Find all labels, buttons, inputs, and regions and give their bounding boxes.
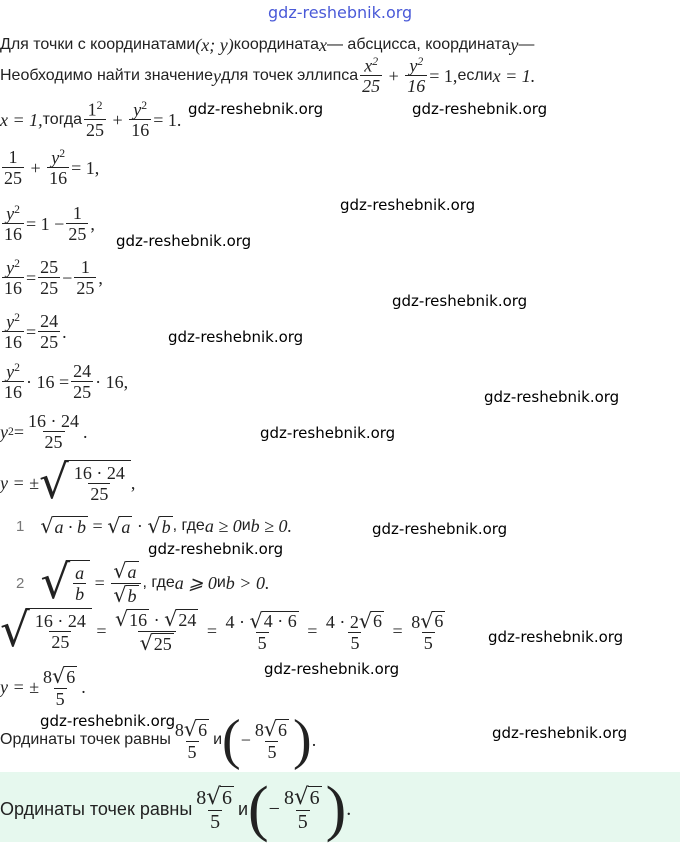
- minus: −: [62, 267, 73, 288]
- watermark: gdz-reshebnik.org: [188, 100, 324, 118]
- rule-text: , где: [142, 574, 175, 592]
- right-paren: ): [325, 775, 347, 843]
- equation-rhs: = 1,: [429, 65, 458, 86]
- step-9: [0, 604, 449, 658]
- result-text: и: [213, 731, 223, 748]
- intro-text: — абсцисса, координата: [326, 36, 511, 53]
- fraction: √ a √ b: [111, 561, 140, 605]
- intro-text: для точек эллипса: [220, 66, 359, 84]
- fraction: 8 √ 6 5: [43, 664, 76, 709]
- fraction: $\frac{24}{25}$: [40, 311, 59, 353]
- step-math: · 16 =: [26, 371, 70, 392]
- step-3: [0, 204, 95, 243]
- fraction: $\frac{1}{25}$: [76, 257, 95, 299]
- fraction: $\frac{25}{25}$: [40, 257, 59, 299]
- equals: =: [26, 267, 37, 288]
- rule-math: a ≥ 0: [204, 516, 242, 537]
- fraction: 8 √ 6 5: [196, 784, 232, 833]
- rule-2: 2 √ $\frac{a}{b}$ = √ a √ b , где a ⩾ 0 и b > 0.: [16, 556, 270, 610]
- right-paren: ): [293, 709, 312, 771]
- step-7: y 2 = $\frac{16 \cdot 24}{25}$ .: [0, 411, 88, 452]
- rule-number: 2: [16, 574, 25, 592]
- left-paren: (: [222, 709, 241, 771]
- watermark: gdz-reshebnik.org: [392, 292, 528, 310]
- step-4: [0, 258, 103, 297]
- step-math: = 1,: [71, 157, 100, 178]
- fraction: 4 · √ 4 · 6 5: [225, 608, 297, 654]
- watermark: gdz-reshebnik.org: [148, 540, 284, 558]
- watermark: gdz-reshebnik.org: [168, 328, 304, 346]
- site-title-link[interactable]: gdz-reshebnik.org: [268, 3, 413, 22]
- fraction-x2-25: $\frac{x^2}{25}$: [362, 55, 381, 97]
- equals: =: [13, 421, 24, 442]
- left-paren: (: [248, 775, 269, 843]
- fraction: $\frac{y^2}{16}$: [49, 147, 68, 189]
- punct: ,: [130, 473, 136, 494]
- fraction: $\frac{16 \cdot 24}{25}$: [28, 411, 79, 452]
- fraction: $\frac{y^2}{16}$: [4, 203, 22, 245]
- step-math: y = ±: [0, 676, 40, 697]
- watermark: gdz-reshebnik.org: [488, 628, 624, 646]
- watermark: gdz-reshebnik.org: [484, 388, 620, 406]
- step-text: тогда: [42, 110, 83, 128]
- rule-text: , где: [172, 517, 205, 535]
- intro-text: если: [457, 66, 493, 84]
- intro-math: (x; y): [195, 35, 234, 55]
- intro-text: —: [518, 36, 535, 53]
- sqrt-symbol: √ $\frac{16 \cdot 24}{25}$: [0, 608, 92, 655]
- step-5: [0, 312, 67, 351]
- fraction-y2-16: $\frac{y^2}{16}$: [407, 55, 426, 97]
- answer-line: [0, 775, 352, 843]
- watermark: gdz-reshebnik.org: [372, 520, 508, 538]
- punct: ,: [90, 213, 95, 234]
- equals: =: [96, 621, 107, 642]
- step-math: y: [0, 421, 8, 442]
- punct: ,: [98, 267, 103, 288]
- punct: .: [311, 730, 317, 750]
- rule-1: 1 √ a · b = √ a · √ b , где a ≥ 0 и b ≥ 0.: [16, 514, 293, 538]
- watermark: gdz-reshebnik.org: [412, 100, 548, 118]
- intro-text: Необходимо найти значение: [0, 66, 213, 84]
- intro-math: y: [212, 65, 221, 86]
- fraction: $\frac{24}{25}$: [73, 361, 92, 403]
- sqrt-symbol: √ b: [147, 514, 171, 538]
- step-2: $\frac{1}{25}$ + $\frac{y^2}{16}$ = 1,: [4, 147, 100, 189]
- watermark: gdz-reshebnik.org: [264, 660, 400, 678]
- intro-math: x = 1.: [492, 65, 536, 86]
- minus: −: [240, 730, 251, 750]
- step-math: · 16,: [95, 371, 129, 392]
- rule-math: a ⩾ 0: [174, 573, 217, 594]
- intro-text: Для точки с координатами: [0, 36, 196, 53]
- punct: .: [346, 798, 352, 820]
- equals: =: [392, 621, 403, 642]
- step-math: = 1.: [153, 109, 182, 130]
- fraction: 8 √ 6 5: [283, 784, 320, 833]
- rule-math: b ≥ 0.: [250, 516, 293, 537]
- intro-math: x: [318, 35, 327, 55]
- fraction: 4 · 2 √ 6 5: [325, 608, 383, 654]
- fraction: 8 √ 6 5: [254, 717, 288, 762]
- sqrt-symbol: √ $\frac{16 \cdot 24}{25}$: [39, 460, 131, 507]
- step-math: = 1 −: [26, 213, 65, 234]
- plus-sign: +: [384, 65, 404, 86]
- watermark: gdz-reshebnik.org: [260, 424, 396, 442]
- sqrt-symbol: √ $\frac{a}{b}$: [40, 560, 90, 607]
- fraction: $\frac{1^2}{25}$: [86, 99, 105, 141]
- intro-text: координата: [233, 36, 319, 53]
- fraction: 8 √ 6 5: [174, 717, 208, 762]
- fraction: √ 16 · √ 24 √ 25: [114, 607, 197, 655]
- intro-line-2: [0, 56, 535, 95]
- step-1: x = 1, тогда $\frac{1^2}{25}$ + $\frac{y^2}{16}$ = 1.: [0, 99, 182, 141]
- watermark: gdz-reshebnik.org: [40, 712, 176, 730]
- sqrt-symbol: √ a: [107, 514, 131, 538]
- equals: =: [206, 621, 218, 642]
- fraction: 8 √ 6 5: [411, 608, 444, 654]
- minus: −: [268, 798, 280, 820]
- step-math: y = ±: [0, 473, 40, 494]
- watermark: gdz-reshebnik.org: [340, 196, 476, 214]
- step-10: [0, 666, 86, 708]
- equals: =: [26, 321, 37, 342]
- fraction: $\frac{y^2}{16}$: [4, 311, 22, 353]
- rule-number: 1: [16, 517, 25, 535]
- watermark: gdz-reshebnik.org: [492, 724, 628, 742]
- punct: .: [83, 421, 88, 442]
- intro-math: y: [510, 35, 519, 55]
- intro-line-1: [0, 36, 534, 54]
- step-6: [0, 362, 128, 401]
- punct: .: [81, 676, 86, 697]
- fraction: $\frac{y^2}{16}$: [131, 99, 150, 141]
- sqrt-symbol: √ a · b: [40, 514, 87, 538]
- answer-text: и: [237, 799, 248, 819]
- result-text: Ординаты точек равны: [0, 731, 171, 748]
- fraction: $\frac{y^2}{16}$: [4, 257, 22, 299]
- fraction: $\frac{1}{25}$: [4, 147, 22, 189]
- punct: .: [62, 321, 67, 342]
- answer-text: Ординаты точек равны: [0, 799, 193, 819]
- equals: =: [307, 621, 318, 642]
- step-math: x = 1,: [0, 109, 43, 130]
- rule-text: и: [216, 574, 226, 592]
- rule-text: и: [241, 517, 251, 535]
- fraction: $\frac{1}{25}$: [68, 203, 87, 245]
- watermark: gdz-reshebnik.org: [116, 232, 252, 250]
- fraction: $\frac{y^2}{16}$: [4, 361, 22, 403]
- rule-math: b > 0.: [225, 573, 270, 594]
- step-8: [0, 456, 136, 510]
